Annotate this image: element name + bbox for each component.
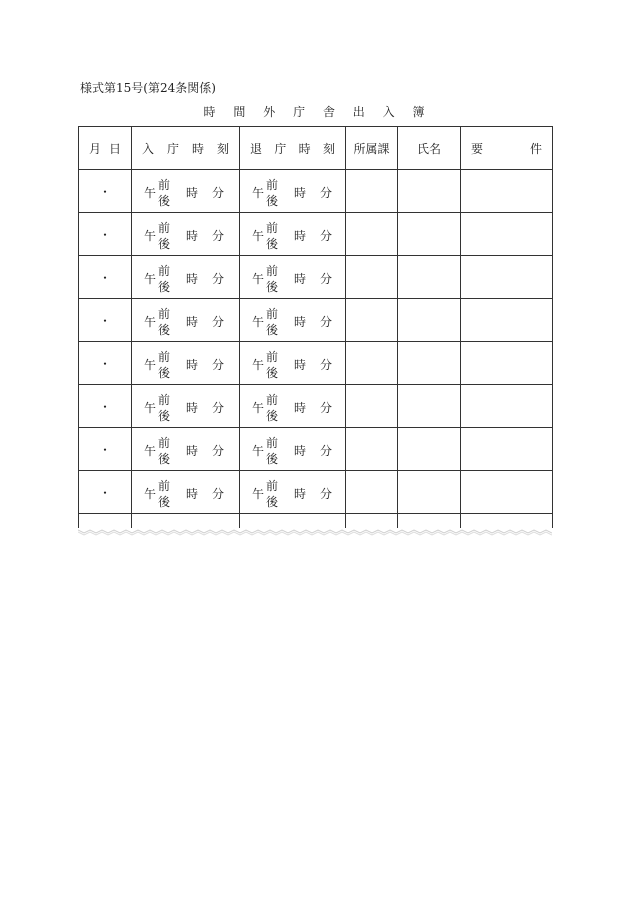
name-cell[interactable]	[398, 342, 461, 385]
time-am-char: 前	[158, 221, 171, 235]
date-cell[interactable]	[79, 385, 132, 428]
purpose-cell[interactable]	[461, 299, 553, 342]
time-am-char: 前	[158, 178, 171, 192]
time-go-char: 午	[252, 272, 265, 286]
header-entry-char: 時	[191, 141, 204, 156]
header-entry-char: 庁	[166, 141, 179, 156]
time-pm-char: 後	[266, 495, 279, 509]
time-minute-char: 分	[212, 272, 225, 286]
date-cell[interactable]	[79, 428, 132, 471]
title-char: 時	[203, 105, 217, 119]
header-department-label: 所属課	[353, 141, 390, 156]
purpose-cell[interactable]	[461, 342, 553, 385]
time-hour-char: 時	[294, 358, 307, 372]
time-pm-char: 後	[266, 323, 279, 337]
exit-time-cell[interactable]	[240, 471, 346, 514]
exit-time-field	[240, 428, 345, 470]
time-hour-char: 時	[294, 272, 307, 286]
ledger-body	[79, 170, 553, 529]
exit-time-field	[240, 342, 345, 384]
exit-time-cell[interactable]	[240, 256, 346, 299]
name-cell[interactable]	[398, 213, 461, 256]
time-am-char: 前	[266, 221, 279, 235]
entry-time-field	[132, 385, 239, 427]
time-hour-char: 時	[294, 186, 307, 200]
entry-time-field	[132, 256, 239, 298]
purpose-cell[interactable]	[461, 213, 553, 256]
time-minute-char: 分	[212, 186, 225, 200]
time-pm-char: 後	[266, 409, 279, 423]
table-row	[79, 256, 553, 299]
time-minute-char: 分	[320, 315, 333, 329]
table-row	[79, 213, 553, 256]
time-minute-char: 分	[320, 272, 333, 286]
time-pm-char: 後	[158, 409, 171, 423]
title-char: 舎	[322, 105, 336, 119]
date-cell[interactable]	[79, 299, 132, 342]
date-cell[interactable]	[79, 213, 132, 256]
time-go-char: 午	[144, 315, 157, 329]
date-separator: ・	[98, 227, 111, 242]
time-go-char: 午	[252, 315, 265, 329]
table-row	[79, 428, 553, 471]
department-cell[interactable]	[346, 385, 398, 428]
time-go-char: 午	[144, 229, 157, 243]
purpose-cell[interactable]	[461, 256, 553, 299]
time-minute-char: 分	[320, 444, 333, 458]
header-department	[346, 127, 398, 170]
department-cell[interactable]	[346, 170, 398, 213]
time-pm-char: 後	[158, 280, 171, 294]
header-purpose-char: 件	[529, 141, 542, 156]
header-entry-char: 刻	[216, 141, 229, 156]
name-cell[interactable]	[398, 428, 461, 471]
entry-time-field	[132, 299, 239, 341]
time-go-char: 午	[144, 358, 157, 372]
time-hour-char: 時	[186, 358, 199, 372]
purpose-cell[interactable]	[461, 385, 553, 428]
time-am-char: 前	[266, 178, 279, 192]
header-exit-time	[240, 127, 346, 170]
time-pm-char: 後	[158, 452, 171, 466]
name-cell[interactable]	[398, 299, 461, 342]
time-am-char: 前	[158, 350, 171, 364]
time-pm-char: 後	[158, 366, 171, 380]
time-minute-char: 分	[320, 358, 333, 372]
form-number-label: 様式第15号(第24条関係)	[80, 81, 216, 95]
date-cell[interactable]	[79, 342, 132, 385]
time-pm-char: 後	[158, 194, 171, 208]
entry-time-field	[132, 428, 239, 470]
time-pm-char: 後	[266, 237, 279, 251]
time-am-char: 前	[266, 264, 279, 278]
department-cell[interactable]	[346, 342, 398, 385]
time-hour-char: 時	[186, 229, 199, 243]
time-go-char: 午	[252, 186, 265, 200]
time-hour-char: 時	[294, 401, 307, 415]
header-date-day: 日	[108, 141, 121, 156]
header-purpose	[461, 127, 553, 170]
time-pm-char: 後	[158, 323, 171, 337]
time-pm-char: 後	[158, 237, 171, 251]
purpose-cell[interactable]	[461, 170, 553, 213]
date-separator: ・	[98, 442, 111, 457]
time-hour-char: 時	[186, 401, 199, 415]
time-go-char: 午	[144, 487, 157, 501]
time-pm-char: 後	[266, 280, 279, 294]
time-pm-char: 後	[266, 452, 279, 466]
date-separator: ・	[98, 184, 111, 199]
time-minute-char: 分	[212, 358, 225, 372]
time-go-char: 午	[144, 272, 157, 286]
time-pm-char: 後	[266, 194, 279, 208]
time-go-char: 午	[252, 444, 265, 458]
time-hour-char: 時	[186, 487, 199, 501]
date-cell[interactable]	[79, 256, 132, 299]
time-go-char: 午	[252, 487, 265, 501]
time-minute-char: 分	[320, 229, 333, 243]
table-row	[79, 342, 553, 385]
time-am-char: 前	[266, 307, 279, 321]
header-row	[79, 127, 553, 170]
torn-edge	[78, 526, 552, 536]
time-hour-char: 時	[186, 272, 199, 286]
department-cell[interactable]	[346, 299, 398, 342]
time-minute-char: 分	[212, 229, 225, 243]
entry-time-field	[132, 342, 239, 384]
exit-time-cell[interactable]	[240, 170, 346, 213]
header-purpose-char: 要	[471, 141, 484, 156]
header-entry-char: 入	[142, 141, 155, 156]
entry-time-cell[interactable]	[132, 299, 240, 342]
time-minute-char: 分	[212, 401, 225, 415]
time-hour-char: 時	[294, 315, 307, 329]
time-hour-char: 時	[294, 229, 307, 243]
time-am-char: 前	[266, 393, 279, 407]
header-exit-char: 時	[298, 141, 311, 156]
time-hour-char: 時	[294, 487, 307, 501]
time-am-char: 前	[266, 436, 279, 450]
time-minute-char: 分	[320, 487, 333, 501]
date-separator: ・	[98, 485, 111, 500]
header-exit-char: 庁	[274, 141, 287, 156]
name-cell[interactable]	[398, 256, 461, 299]
table-row	[79, 385, 553, 428]
time-am-char: 前	[158, 436, 171, 450]
time-go-char: 午	[144, 401, 157, 415]
time-go-char: 午	[252, 358, 265, 372]
title-char: 庁	[293, 105, 307, 119]
header-name-label: 氏名	[416, 141, 441, 156]
entry-time-cell[interactable]	[132, 170, 240, 213]
date-separator: ・	[98, 313, 111, 328]
name-cell[interactable]	[398, 471, 461, 514]
time-minute-char: 分	[212, 315, 225, 329]
time-am-char: 前	[266, 479, 279, 493]
time-pm-char: 後	[158, 495, 171, 509]
header-exit-char: 退	[250, 141, 263, 156]
exit-time-cell[interactable]	[240, 385, 346, 428]
header-exit-char: 刻	[322, 141, 335, 156]
date-separator: ・	[98, 270, 111, 285]
title-char: 外	[263, 105, 277, 119]
department-cell[interactable]	[346, 213, 398, 256]
entry-time-cell[interactable]	[132, 385, 240, 428]
time-minute-char: 分	[212, 487, 225, 501]
time-am-char: 前	[266, 350, 279, 364]
entry-time-cell[interactable]	[132, 213, 240, 256]
exit-time-field	[240, 471, 345, 513]
title-char: 入	[382, 105, 396, 119]
purpose-cell[interactable]	[461, 428, 553, 471]
date-cell[interactable]	[79, 170, 132, 213]
header-entry-time	[132, 127, 240, 170]
header-date	[79, 127, 132, 170]
exit-time-cell[interactable]	[240, 299, 346, 342]
time-go-char: 午	[144, 444, 157, 458]
entry-time-cell[interactable]	[132, 428, 240, 471]
header-date-month: 月	[89, 141, 102, 156]
entry-time-field	[132, 170, 239, 212]
time-minute-char: 分	[320, 401, 333, 415]
entry-time-field	[132, 471, 239, 513]
ledger-table-wrapper	[78, 126, 552, 528]
entry-time-cell[interactable]	[132, 342, 240, 385]
date-cell[interactable]	[79, 471, 132, 514]
date-separator: ・	[98, 356, 111, 371]
time-hour-char: 時	[186, 444, 199, 458]
exit-time-cell[interactable]	[240, 213, 346, 256]
title-char: 簿	[412, 105, 426, 119]
purpose-cell[interactable]	[461, 471, 553, 514]
name-cell[interactable]	[398, 170, 461, 213]
entry-time-cell[interactable]	[132, 471, 240, 514]
document-title	[78, 104, 551, 120]
ledger-table	[78, 126, 553, 528]
time-am-char: 前	[158, 479, 171, 493]
time-minute-char: 分	[320, 186, 333, 200]
time-am-char: 前	[158, 393, 171, 407]
time-pm-char: 後	[266, 366, 279, 380]
table-row	[79, 299, 553, 342]
time-am-char: 前	[158, 264, 171, 278]
time-hour-char: 時	[186, 315, 199, 329]
time-go-char: 午	[252, 401, 265, 415]
exit-time-field	[240, 213, 345, 255]
entry-time-field	[132, 213, 239, 255]
title-char: 間	[233, 105, 247, 119]
department-cell[interactable]	[346, 471, 398, 514]
department-cell[interactable]	[346, 428, 398, 471]
header-name	[398, 127, 461, 170]
exit-time-cell[interactable]	[240, 342, 346, 385]
time-am-char: 前	[158, 307, 171, 321]
exit-time-field	[240, 256, 345, 298]
table-row	[79, 170, 553, 213]
table-row	[79, 471, 553, 514]
entry-time-cell[interactable]	[132, 256, 240, 299]
exit-time-field	[240, 299, 345, 341]
time-go-char: 午	[252, 229, 265, 243]
title-char: 出	[352, 105, 366, 119]
exit-time-cell[interactable]	[240, 428, 346, 471]
time-minute-char: 分	[212, 444, 225, 458]
time-go-char: 午	[144, 186, 157, 200]
time-hour-char: 時	[186, 186, 199, 200]
time-hour-char: 時	[294, 444, 307, 458]
department-cell[interactable]	[346, 256, 398, 299]
exit-time-field	[240, 385, 345, 427]
exit-time-field	[240, 170, 345, 212]
date-separator: ・	[98, 399, 111, 414]
name-cell[interactable]	[398, 385, 461, 428]
